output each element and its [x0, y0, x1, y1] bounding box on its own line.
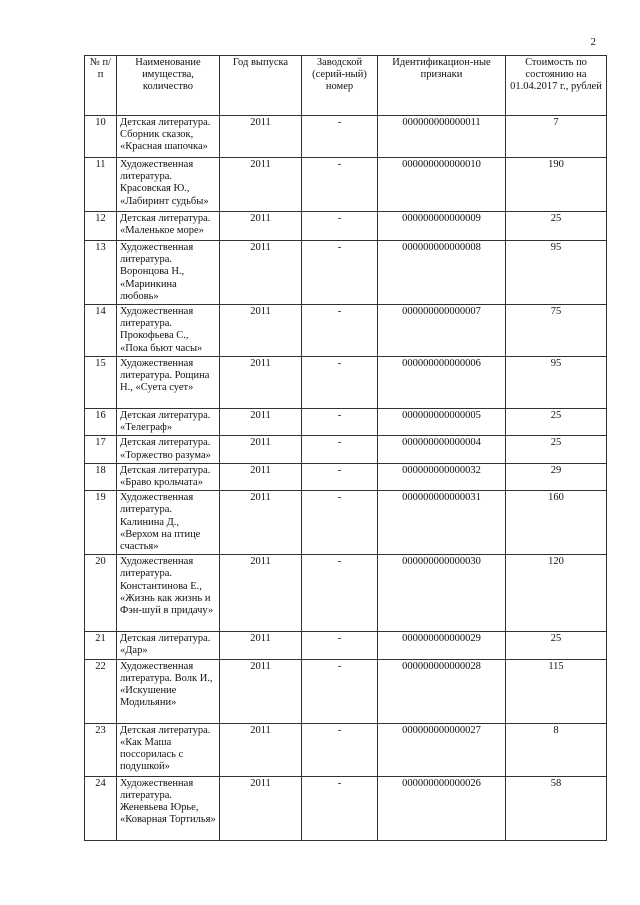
header-name: Наименование имущества, количество	[117, 56, 220, 116]
row-num: 15	[85, 357, 117, 409]
row-serial: -	[302, 491, 378, 555]
table-row	[85, 241, 607, 305]
row-id: 000000000000029	[378, 632, 506, 659]
row-year: 2011	[220, 723, 302, 776]
row-cost: 75	[506, 305, 607, 357]
row-num: 13	[85, 241, 117, 305]
row-id: 000000000000030	[378, 555, 506, 632]
row-year: 2011	[220, 116, 302, 158]
row-serial: -	[302, 632, 378, 659]
row-cost: 25	[506, 212, 607, 241]
row-name: Художественная литература. Константинова Е., «Жизнь как жизнь и Фэн-шуй в придачу»	[117, 555, 220, 632]
row-serial: -	[302, 555, 378, 632]
table-row	[85, 436, 607, 463]
row-name: Детская литература. «Телеграф»	[117, 409, 220, 436]
table-row	[85, 409, 607, 436]
row-year: 2011	[220, 463, 302, 490]
table-row	[85, 158, 607, 212]
row-id: 000000000000006	[378, 357, 506, 409]
row-serial: -	[302, 357, 378, 409]
row-id: 000000000000010	[378, 158, 506, 212]
row-num: 11	[85, 158, 117, 212]
row-name: Художественная литература. Калинина Д., «Верхом на птице счастья»	[117, 491, 220, 555]
table-row	[85, 776, 607, 840]
row-num: 10	[85, 116, 117, 158]
row-cost: 25	[506, 409, 607, 436]
header-num: № п/п	[85, 56, 117, 116]
row-name: Детская литература. «Маленькое море»	[117, 212, 220, 241]
row-serial: -	[302, 305, 378, 357]
table-row	[85, 357, 607, 409]
row-id: 000000000000027	[378, 723, 506, 776]
row-year: 2011	[220, 305, 302, 357]
row-cost: 120	[506, 555, 607, 632]
row-num: 17	[85, 436, 117, 463]
table-row	[85, 305, 607, 357]
row-name: Художественная литература. Красовская Ю., «Лабиринт судьбы»	[117, 158, 220, 212]
row-cost: 29	[506, 463, 607, 490]
row-serial: -	[302, 776, 378, 840]
row-serial: -	[302, 241, 378, 305]
row-year: 2011	[220, 357, 302, 409]
row-year: 2011	[220, 632, 302, 659]
row-cost: 190	[506, 158, 607, 212]
row-name: Художественная литература. Воронцова Н., «Маринкина любовь»	[117, 241, 220, 305]
row-year: 2011	[220, 241, 302, 305]
row-serial: -	[302, 723, 378, 776]
row-serial: -	[302, 158, 378, 212]
row-name: Детская литература. «Браво крольчата»	[117, 463, 220, 490]
row-cost: 58	[506, 776, 607, 840]
row-serial: -	[302, 116, 378, 158]
row-year: 2011	[220, 212, 302, 241]
row-cost: 7	[506, 116, 607, 158]
header-serial: Заводской (серий-ный) номер	[302, 56, 378, 116]
row-id: 000000000000032	[378, 463, 506, 490]
row-year: 2011	[220, 555, 302, 632]
row-cost: 95	[506, 357, 607, 409]
row-id: 000000000000028	[378, 659, 506, 723]
row-cost: 8	[506, 723, 607, 776]
row-num: 23	[85, 723, 117, 776]
header-year: Год выпуска	[220, 56, 302, 116]
row-name: Художественная литература. Волк И., «Искушение Модильяни»	[117, 659, 220, 723]
row-num: 14	[85, 305, 117, 357]
table-row	[85, 632, 607, 659]
row-name: Художественная литература. Женевьева Юрье, «Коварная Тортилья»	[117, 776, 220, 840]
row-id: 000000000000026	[378, 776, 506, 840]
row-serial: -	[302, 436, 378, 463]
row-serial: -	[302, 659, 378, 723]
row-id: 000000000000007	[378, 305, 506, 357]
row-id: 000000000000005	[378, 409, 506, 436]
row-year: 2011	[220, 158, 302, 212]
row-serial: -	[302, 463, 378, 490]
table-row	[85, 723, 607, 776]
row-year: 2011	[220, 409, 302, 436]
row-name: Художественная литература. Рощина Н., «Суета сует»	[117, 357, 220, 409]
row-name: Художественная литература. Прокофьева С., «Пока бьют часы»	[117, 305, 220, 357]
page-number: 2	[590, 36, 596, 48]
row-id: 000000000000011	[378, 116, 506, 158]
row-id: 000000000000031	[378, 491, 506, 555]
table-body	[85, 116, 607, 841]
row-num: 19	[85, 491, 117, 555]
row-name: Детская литература. «Как Маша поссорилась с подушкой»	[117, 723, 220, 776]
row-cost: 25	[506, 436, 607, 463]
row-num: 12	[85, 212, 117, 241]
row-id: 000000000000008	[378, 241, 506, 305]
row-num: 21	[85, 632, 117, 659]
row-cost: 25	[506, 632, 607, 659]
row-serial: -	[302, 212, 378, 241]
inventory-table	[84, 55, 607, 841]
row-cost: 115	[506, 659, 607, 723]
table-header	[85, 56, 607, 116]
header-cost: Стоимость по состоянию на 01.04.2017 г., рублей	[506, 56, 607, 116]
row-name: Детская литература. «Дар»	[117, 632, 220, 659]
row-id: 000000000000009	[378, 212, 506, 241]
row-num: 16	[85, 409, 117, 436]
row-year: 2011	[220, 659, 302, 723]
table-row	[85, 463, 607, 490]
table-row	[85, 659, 607, 723]
row-year: 2011	[220, 776, 302, 840]
row-num: 20	[85, 555, 117, 632]
row-name: Детская литература. Сборник сказок, «Красная шапочка»	[117, 116, 220, 158]
row-year: 2011	[220, 436, 302, 463]
row-serial: -	[302, 409, 378, 436]
header-id: Идентификацион-ные признаки	[378, 56, 506, 116]
row-num: 24	[85, 776, 117, 840]
row-year: 2011	[220, 491, 302, 555]
row-id: 000000000000004	[378, 436, 506, 463]
table-row	[85, 555, 607, 632]
row-num: 18	[85, 463, 117, 490]
row-num: 22	[85, 659, 117, 723]
row-cost: 160	[506, 491, 607, 555]
table-row	[85, 212, 607, 241]
table-row	[85, 491, 607, 555]
table-row	[85, 116, 607, 158]
row-cost: 95	[506, 241, 607, 305]
row-name: Детская литература. «Торжество разума»	[117, 436, 220, 463]
